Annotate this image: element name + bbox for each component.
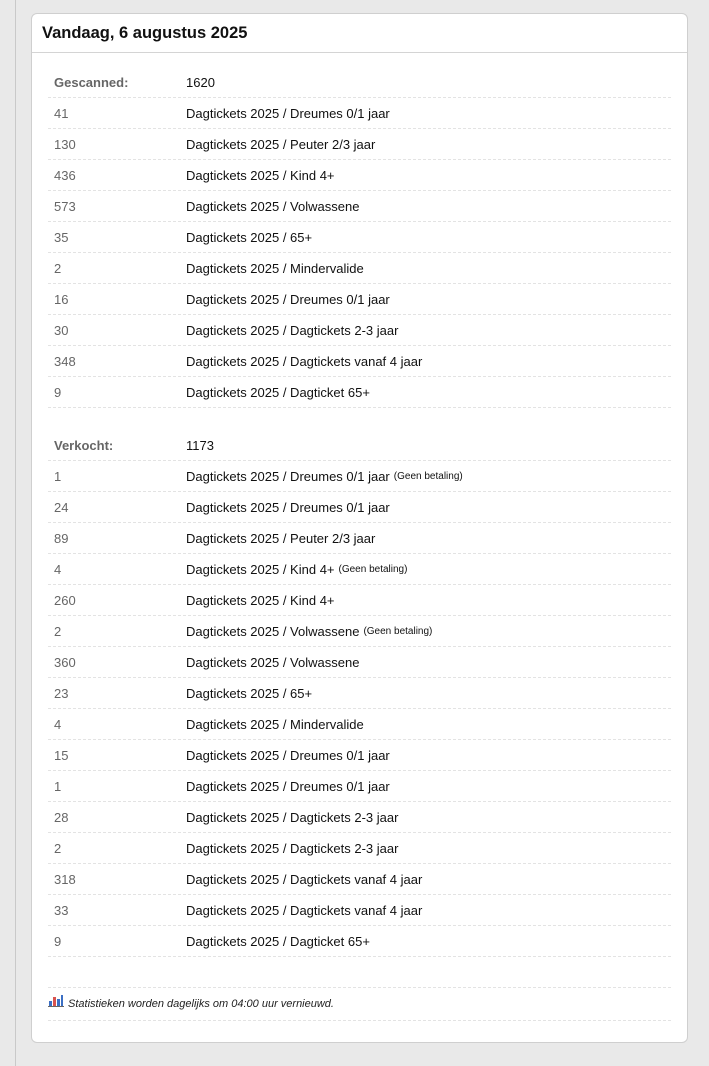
table-row — [48, 191, 671, 222]
row-ticket-name: Dagtickets 2025 / Dreumes 0/1 jaar — [186, 105, 390, 121]
table-row — [48, 585, 671, 616]
panel-title: Vandaag, 6 augustus 2025 — [32, 14, 687, 53]
row-count: 28 — [54, 809, 69, 825]
row-note: (Geen betaling) — [338, 563, 408, 575]
row-count: 318 — [54, 871, 76, 887]
row-ticket-name: Dagtickets 2025 / Dreumes 0/1 jaar — [186, 291, 390, 307]
footer-text: Statistieken worden dagelijks om 04:00 uur vernieuwd. — [68, 998, 334, 1010]
row-ticket-name: Dagtickets 2025 / Volwassene — [186, 654, 360, 670]
table-row — [48, 315, 671, 346]
table-row — [48, 864, 671, 895]
row-ticket-name: Dagtickets 2025 / Kind 4+ — [186, 167, 335, 183]
row-count: 4 — [54, 561, 62, 577]
panel-body — [32, 53, 687, 1021]
table-row — [48, 926, 671, 957]
row-count: 1 — [54, 778, 62, 794]
table-row — [48, 284, 671, 315]
table-row — [48, 129, 671, 160]
row-count: 4 — [54, 716, 62, 732]
row-note: (Geen betaling) — [363, 625, 433, 637]
row-ticket-name: Dagtickets 2025 / Dagtickets 2-3 jaar — [186, 840, 399, 856]
row-count: 573 — [54, 198, 76, 214]
row-ticket-name: Dagtickets 2025 / Dreumes 0/1 jaar — [186, 747, 390, 763]
scanned-label: Gescanned: — [54, 74, 129, 90]
row-count: 35 — [54, 229, 69, 245]
left-rail — [15, 0, 16, 1066]
row-ticket-name: Dagtickets 2025 / 65+ — [186, 229, 313, 245]
sold-header-row — [48, 430, 671, 461]
bar-chart-icon — [48, 995, 64, 1007]
sold-list — [48, 461, 671, 957]
table-row — [48, 253, 671, 284]
table-row — [48, 222, 671, 253]
row-note: (Geen betaling) — [393, 470, 463, 482]
scanned-header-row — [48, 67, 671, 98]
table-row — [48, 523, 671, 554]
table-row — [48, 554, 671, 585]
table-row — [48, 492, 671, 523]
row-ticket-name: Dagtickets 2025 / Peuter 2/3 jaar — [186, 136, 376, 152]
table-row — [48, 740, 671, 771]
row-ticket-name: Dagtickets 2025 / Volwassene — [186, 623, 360, 639]
table-row — [48, 895, 671, 926]
row-count: 348 — [54, 353, 76, 369]
row-count: 89 — [54, 530, 69, 546]
row-count: 16 — [54, 291, 69, 307]
row-ticket-name: Dagtickets 2025 / Volwassene — [186, 198, 360, 214]
row-count: 2 — [54, 260, 62, 276]
stats-panel — [31, 13, 688, 1043]
row-count: 436 — [54, 167, 76, 183]
row-ticket-name: Dagtickets 2025 / 65+ — [186, 685, 313, 701]
row-count: 1 — [54, 468, 62, 484]
table-row — [48, 98, 671, 129]
scanned-list — [48, 98, 671, 408]
footer-note — [48, 988, 671, 1021]
row-ticket-name: Dagtickets 2025 / Dagticket 65+ — [186, 933, 370, 949]
table-row — [48, 647, 671, 678]
row-count: 41 — [54, 105, 69, 121]
row-ticket-name: Dagtickets 2025 / Dreumes 0/1 jaar — [186, 778, 390, 794]
row-ticket-name: Dagtickets 2025 / Mindervalide — [186, 260, 364, 276]
row-count: 260 — [54, 592, 76, 608]
row-ticket-name: Dagtickets 2025 / Dreumes 0/1 jaar — [186, 499, 390, 515]
row-ticket-name: Dagtickets 2025 / Dagtickets vanaf 4 jaar — [186, 871, 423, 887]
row-count: 23 — [54, 685, 69, 701]
table-row — [48, 802, 671, 833]
row-count: 15 — [54, 747, 69, 763]
row-count: 2 — [54, 623, 62, 639]
row-ticket-name: Dagtickets 2025 / Dreumes 0/1 jaar — [186, 468, 390, 484]
scanned-total: 1620 — [186, 74, 215, 90]
row-ticket-name: Dagtickets 2025 / Peuter 2/3 jaar — [186, 530, 376, 546]
row-ticket-name: Dagtickets 2025 / Dagtickets 2-3 jaar — [186, 809, 399, 825]
table-row — [48, 709, 671, 740]
table-row — [48, 616, 671, 647]
row-ticket-name: Dagtickets 2025 / Dagtickets vanaf 4 jaar — [186, 902, 423, 918]
row-count: 24 — [54, 499, 69, 515]
row-ticket-name: Dagtickets 2025 / Dagtickets vanaf 4 jaar — [186, 353, 423, 369]
row-count: 9 — [54, 384, 62, 400]
table-row — [48, 346, 671, 377]
row-ticket-name: Dagtickets 2025 / Mindervalide — [186, 716, 364, 732]
row-count: 360 — [54, 654, 76, 670]
table-row — [48, 771, 671, 802]
row-count: 9 — [54, 933, 62, 949]
row-count: 2 — [54, 840, 62, 856]
row-ticket-name: Dagtickets 2025 / Kind 4+ — [186, 561, 335, 577]
row-ticket-name: Dagtickets 2025 / Dagticket 65+ — [186, 384, 370, 400]
table-row — [48, 833, 671, 864]
table-row — [48, 160, 671, 191]
table-row — [48, 377, 671, 408]
row-count: 33 — [54, 902, 69, 918]
table-row — [48, 678, 671, 709]
table-row — [48, 461, 671, 492]
sold-total: 1173 — [186, 437, 214, 453]
row-count: 30 — [54, 322, 69, 338]
sold-label: Verkocht: — [54, 437, 114, 453]
row-count: 130 — [54, 136, 76, 152]
row-ticket-name: Dagtickets 2025 / Kind 4+ — [186, 592, 335, 608]
row-ticket-name: Dagtickets 2025 / Dagtickets 2-3 jaar — [186, 322, 399, 338]
